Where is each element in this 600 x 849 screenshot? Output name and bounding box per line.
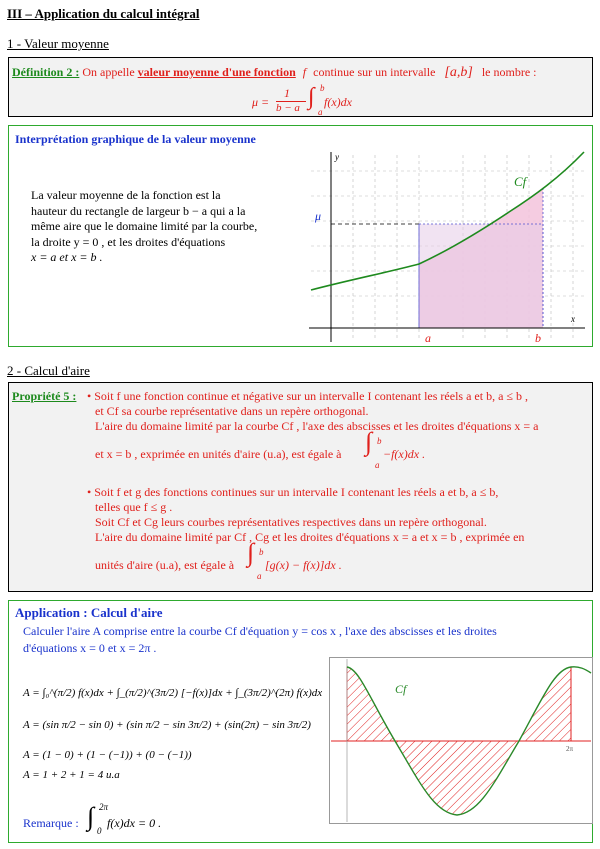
formula-mu: μ = [252, 95, 270, 109]
definition-term: valeur moyenne d'une fonction [137, 65, 296, 79]
propriete-p2 [87, 485, 525, 581]
p1-lim-inf: a [375, 460, 380, 470]
definition-f: f [302, 65, 307, 79]
p1-line: L'aire du domaine limité par la courbe Cf , l'axe des abscisses et les droites d'équations x = a [95, 419, 539, 433]
calc-eq1: A = ∫₀^(π/2) f(x)dx + ∫_(π/2)^(3π/2) [−f(x)]dx + ∫_(3π/2)^(2π) f(x)dx [23, 687, 323, 699]
p2-line: Soit Cf et Cg leurs courbes représentatives respectives dans un repère orthogonal. [95, 515, 487, 529]
p2-line-integral [87, 538, 524, 581]
remark-line [23, 802, 243, 838]
p1-line: • Soit f une fonction continue et négative sur un intervalle I contenant les réels a et b, a ≤ b , [87, 389, 528, 403]
integral-sign: ∫ [247, 538, 255, 567]
p1-line: et x = b , exprimée en unités d'aire (u.a), est égale à [95, 447, 342, 461]
remark-text: f(x)dx = 0 . [107, 816, 162, 830]
interpretation-line: La valeur moyenne de la fonction est la [31, 188, 221, 202]
calc-eq3: A = (1 − 0) + (1 − (−1)) + (0 − (−1)) [23, 749, 192, 761]
p1-line-integral [87, 427, 538, 470]
intro-line: Calculer l'aire A comprise entre la courbe Cf d'équation y = cos x , l'axe des abscisses et les droites [23, 624, 497, 638]
graph-mu-label: μ [315, 209, 322, 223]
integral-sign: ∫ [87, 802, 95, 831]
definition-text3: continue sur un intervalle [313, 65, 436, 79]
graph-b-label: b [535, 331, 541, 345]
propriete-box [8, 382, 593, 592]
graph-xlabel: x [571, 314, 575, 324]
interpretation-line: hauteur du rectangle de largeur b − a qui a la [31, 203, 246, 218]
interpretation-box [8, 125, 593, 347]
formula-rest: f(x)dx [324, 95, 352, 109]
application-title: Application : Calcul d'aire [15, 605, 163, 620]
definition-line [12, 65, 536, 81]
formula-lim-sup: b [320, 83, 325, 93]
definition-interval: [a,b] [444, 65, 473, 80]
subsection-valeur-moyenne: 1 - Valeur moyenne [7, 36, 109, 51]
remark-label: Remarque : [23, 816, 79, 830]
p2-lim-inf: a [257, 571, 262, 581]
graph-2pi-tick: 2π [566, 745, 574, 753]
mean-value-graph [309, 150, 585, 345]
calc-eq4: A = 1 + 2 + 1 = 4 u.a [23, 769, 120, 781]
integral-sign: ∫ [308, 84, 315, 110]
interpretation-line: même aire que le domaine limité par la courbe, [31, 219, 258, 233]
graph-ylabel: y [335, 152, 339, 162]
p1-lim-sup: b [377, 436, 382, 446]
definition-label: Définition 2 : [12, 65, 80, 79]
calculation [23, 681, 322, 785]
interpretation-text [31, 188, 257, 266]
graph-curve-label: Cf [514, 174, 527, 189]
p2-line: telles que f ≤ g . [95, 500, 173, 514]
p2-integrand: [g(x) − f(x)]dx . [265, 558, 342, 572]
p2-lim-sup: b [259, 547, 264, 557]
definition-box [8, 57, 593, 117]
graph-curve-label: Cf [395, 682, 407, 696]
interpretation-title: Interprétation graphique de la valeur moyenne [15, 132, 256, 146]
remark-lim-sup: 2π [99, 802, 109, 812]
interpretation-line: la droite y = 0 , et les droites d'équations [31, 234, 226, 249]
p1-integrand: −f(x)dx . [383, 447, 426, 461]
p2-line: L'aire du domaine limité par Cf , Cg et les droites d'équations x = a et x = b , exprimée en [95, 530, 525, 544]
propriete-p1 [87, 389, 539, 470]
remark-lim-inf: 0 [97, 826, 102, 836]
subsection-calcul-aire: 2 - Calcul d'aire [7, 363, 90, 378]
definition-text4: le nombre : [481, 65, 537, 79]
interpretation-line: x = a et x = b . [31, 250, 103, 264]
formula-den: b − a [276, 102, 300, 114]
cosine-graph [329, 657, 593, 824]
propriete-label: Propriété 5 : [12, 389, 77, 403]
graph-a-label: a [425, 331, 431, 345]
intro-line: d'équations x = 0 et x = 2π . [23, 641, 157, 655]
section-title: III – Application du calcul intégral [7, 6, 200, 21]
integral-sign: ∫ [365, 427, 373, 456]
application-box [8, 600, 593, 843]
formula-num: 1 [284, 86, 290, 100]
p1-line: et Cf sa courbe représentative dans un repère orthogonal. [95, 404, 369, 418]
application-intro [23, 623, 497, 657]
formula-lim-inf: a [318, 107, 323, 117]
definition-text1: On appelle [82, 65, 135, 79]
mean-rectangle [419, 224, 543, 328]
p2-line: unités d'aire (u.a), est égale à [95, 558, 235, 572]
p2-line: • Soit f et g des fonctions continues sur un intervalle I contenant les réels a et b, a ≤ b, [87, 485, 499, 499]
calc-eq2: A = (sin π/2 − sin 0) + (sin π/2 − sin 3π/2) + (sin(2π) − sin 3π/2) [23, 719, 311, 731]
